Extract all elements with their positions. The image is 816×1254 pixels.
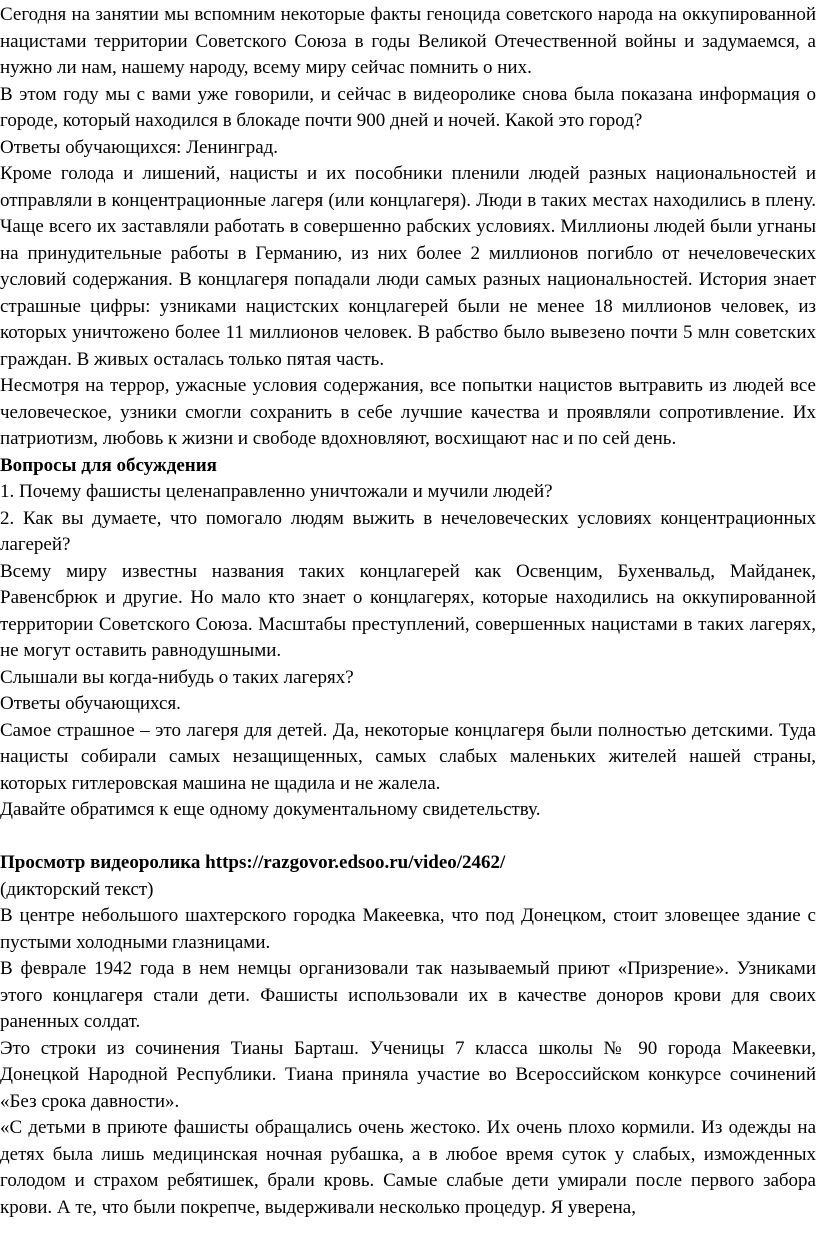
- paragraph-camps: Кроме голода и лишений, нацисты и их пособники пленили людей разных национальностей и отправляли в концентрационные лагеря (или концлагеря). Люди в таких местах находились в плену. Чаще всего их заставляли работать в совершенно рабских условиях. Миллионы людей были угнаны на принудительные работы в Германию, из них более 2 миллионов погибло от нечеловеческих условий содержания. В концлагеря попадали люди самых разных национальностей. История знает страшные цифры: узниками нацистских концлагерей были не менее 18 миллионов человек, из которых уничтожено более 11 миллионов человек. В рабство было вывезено почти 5 млн советских граждан. В живых осталась только пятая часть.: [0, 163, 816, 370]
- paragraph-shelter: В феврале 1942 года в нем немцы организовали так называемый приют «Призрение». Узниками этого концлагеря стали дети. Фашисты использовали их в качестве доноров крови для своих раненных солдат.: [0, 958, 816, 1032]
- discussion-question-2: 2. Как вы думаете, что помогало людям выжить в нечеловеческих условиях концентрационных лагерей?: [0, 507, 816, 555]
- questions-heading: Вопросы для обсуждения: [0, 454, 217, 476]
- paragraph-essay-quote: «С детьми в приюте фашисты обращались очень жестоко. Их очень плохо кормили. Из одежды на детях была лишь медицинская ночная рубашка, а в любое время суток у слабых, изможденных голодом и страхом ребятишек, брали кровь. Самые слабые дети умирали после первого забора крови. А те, что были покрепче, выдерживали несколько процедур. Я уверена,: [0, 1117, 816, 1218]
- video-heading: Просмотр видеоролика https://razgovor.edsoo.ru/video/2462/: [0, 852, 506, 873]
- paragraph-resistance: Несмотря на террор, ужасные условия содержания, все попытки нацистов вытравить из людей все человеческое, узники смогли сохранить в себе лучшие качества и проявляли сопротивление. Их патриотизм, любовь к жизни и свободе вдохновляют, восхищают нас и по сей день.: [0, 375, 816, 449]
- paragraph-essay-source: Это строки из сочинения Тианы Барташ. Ученицы 7 класса школы № 90 города Макеевки, Донецкой Народной Республики. Тиана приняла участие во Всероссийском конкурсе сочинений «Без срока давности».: [0, 1037, 816, 1112]
- discussion-question-1: 1. Почему фашисты целенаправленно уничтожали и мучили людей?: [0, 481, 553, 502]
- paragraph-answer-city: Ответы обучающихся: Ленинград.: [0, 136, 279, 158]
- video-subtitle: (дикторский текст): [0, 878, 154, 900]
- paragraph-question-city: В этом году мы с вами уже говорили, и сейчас в видеоролике снова была показана информация о городе, который находился в блокаде почти 900 дней и ночей. Какой это город?: [0, 83, 816, 131]
- paragraph-children-camps: Самое страшное – это лагеря для детей. Да, некоторые концлагеря были полностью детскими. Туда нацисты собирали самых незащищенных, самых слабых маленьких жителей нашей страны, которых гитлеровская машина не щадила и не жалела.: [0, 719, 816, 794]
- paragraph-answers: Ответы обучающихся.: [0, 693, 181, 714]
- paragraph-heard-question: Слышали вы когда-нибудь о таких лагерях?: [0, 666, 354, 688]
- paragraph-intro: Сегодня на занятии мы вспомним некоторые факты геноцида советского народа на оккупированной нацистами территории Советского Союза в годы Великой Отечественной войны и задумаемся, а нужно ли нам, нашему народу, всему миру сейчас помнить о них.: [0, 4, 816, 78]
- paragraph-known-camps: Всему миру известны названия таких концлагерей как Освенцим, Бухенвальд, Майданек, Равенсбрюк и другие. Но мало кто знает о концлагерях, которые находились на оккупированной территории Советского Союза. Масштабы преступлений, совершенных нацистами в таких лагерях, не могут оставить равнодушными.: [0, 560, 816, 661]
- document-page: [0, 2, 816, 1221]
- paragraph-makeevka: В центре небольшого шахтерского городка Макеевка, что под Донецком, стоит зловещее здание с пустыми холодными глазницами.: [0, 905, 816, 953]
- paragraph-document-testimony: Давайте обратимся к еще одному документальному свидетельству.: [0, 799, 541, 820]
- blank-line: [0, 824, 816, 851]
